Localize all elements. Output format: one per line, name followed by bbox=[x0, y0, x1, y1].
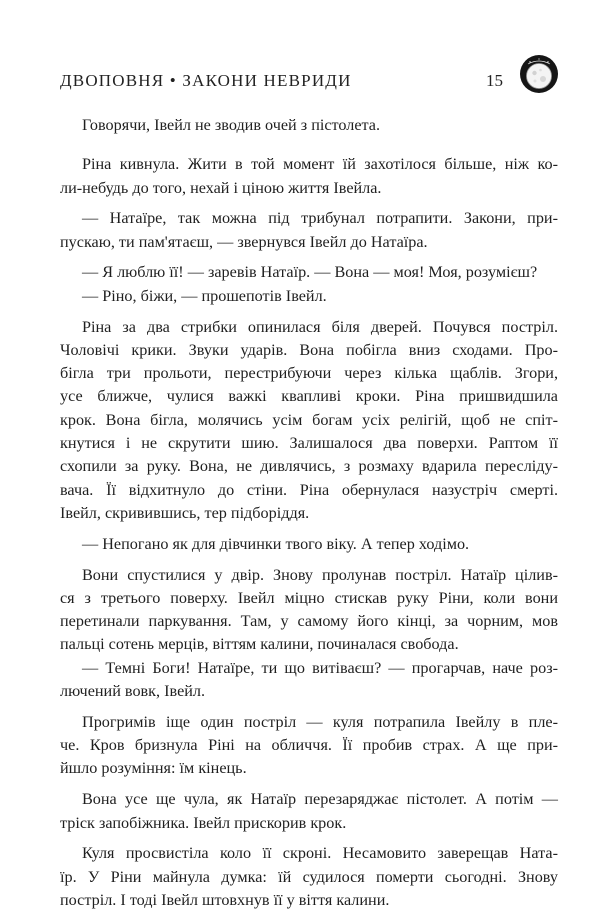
paragraph bbox=[60, 657, 558, 704]
paragraph bbox=[60, 842, 558, 912]
text-line: їр. У Ріни майнула думка: їй судилося померти сьогодні. Знову bbox=[60, 867, 558, 886]
text-line: схопили за руку. Вона, не дивлячись, з розмаху вдарила пересліду- bbox=[60, 457, 558, 476]
text-line: крок. Вона бігла, молячись усім богам усіх релігій, щоб не спіт- bbox=[60, 410, 558, 429]
text-line: пальці сотень мерців, віттям калини, починалася свобода. bbox=[60, 635, 459, 654]
paragraph bbox=[60, 533, 558, 556]
text-line: Прогримів іще один постріл — куля потрапила Івейлу в пле- bbox=[82, 712, 558, 731]
paragraph bbox=[60, 788, 558, 835]
paragraph bbox=[60, 285, 558, 308]
text-line: Говорячи, Івейл не зводив очей з пістолета. bbox=[82, 116, 381, 134]
running-header bbox=[60, 68, 503, 94]
text-line: йшло розуміння: їм кінець. bbox=[60, 759, 247, 778]
paragraph bbox=[60, 316, 558, 526]
text-line: усе ближче, чулися важкі квапливі кроки. Ріна пришвидшила bbox=[60, 387, 558, 406]
paragraph bbox=[60, 153, 558, 200]
text-line: Івейл, скривившись, тер підборіддя. bbox=[60, 503, 310, 522]
text-line: пускаю, ти пам'ятаєш, — звернувся Івейл до Натаїра. bbox=[60, 232, 428, 251]
page-text bbox=[60, 114, 558, 912]
text-line: кнутися і не скрутити шию. Залишалося два поверхи. Раптом її bbox=[60, 434, 558, 453]
text-line: — Ріно, біжи, — прошепотів Івейл. bbox=[82, 286, 327, 305]
text-line: ся з третього поверху. Івейл міцно стискав руку Ріни, коли вони bbox=[60, 588, 558, 607]
page-number: 15 bbox=[486, 71, 503, 90]
text-line: бігла три прольоти, перестрибуючи через кілька щаблів. Згори, bbox=[60, 364, 558, 383]
text-line: тріск запобіжника. Івейл прискорив крок. bbox=[60, 813, 347, 832]
text-line: Ріна кивнула. Жити в той момент їй захотілося більше, ніж ко- bbox=[82, 155, 558, 174]
header-title: ДВОПОВНЯ • ЗАКОНИ НЕВРИДИ bbox=[60, 71, 352, 90]
paragraph bbox=[60, 261, 558, 284]
text-line: вача. Її відхитнуло до стіни. Ріна обернулася назустріч смерті. bbox=[60, 480, 558, 499]
text-line: ли-небудь до того, нехай і ціною життя Івейла. bbox=[60, 178, 382, 197]
text-line: — Я люблю її! — заревів Натаїр. — Вона — моя! Моя, розумієш? bbox=[82, 263, 538, 282]
paragraph bbox=[60, 711, 558, 781]
paragraph bbox=[60, 564, 558, 657]
text-line: — Темні Боги! Натаїре, ти що витіваєш? — прогарчав, наче роз- bbox=[82, 658, 558, 677]
paragraph bbox=[60, 207, 558, 254]
text-line: — Непогано як для дівчинки твого віку. А тепер ходімо. bbox=[82, 534, 470, 553]
text-line: лючений вовк, Івейл. bbox=[60, 682, 206, 701]
text-line: че. Кров бризнула Ріні на обличчя. Її пробив страх. А ще при- bbox=[60, 736, 558, 755]
text-line: Ріна за два стрибки опинилася біля дверей. Почувся постріл. bbox=[82, 317, 558, 336]
text-line: постріл. І тоді Івейл штовхнув її у віття калини. bbox=[60, 890, 390, 909]
text-line: Чоловічі крики. Звуки ударів. Вона побігла вниз сходами. Про- bbox=[60, 340, 558, 359]
text-line: — Натаїре, так можна під трибунал потрапити. Закони, при- bbox=[82, 209, 558, 228]
moon-emblem-icon bbox=[519, 54, 559, 94]
text-line: перетинали паркування. Там, у самому його кінці, за чорним, мов bbox=[60, 612, 558, 631]
text-line: Куля просвистіла коло її скроні. Несамовито заверещав Ната- bbox=[82, 844, 558, 863]
text-line: Вона усе ще чула, як Натаїр перезаряджає пістолет. А потім — bbox=[82, 790, 558, 809]
text-line: Вони спустилися у двір. Знову пролунав постріл. Натаїр цілив- bbox=[82, 565, 558, 584]
